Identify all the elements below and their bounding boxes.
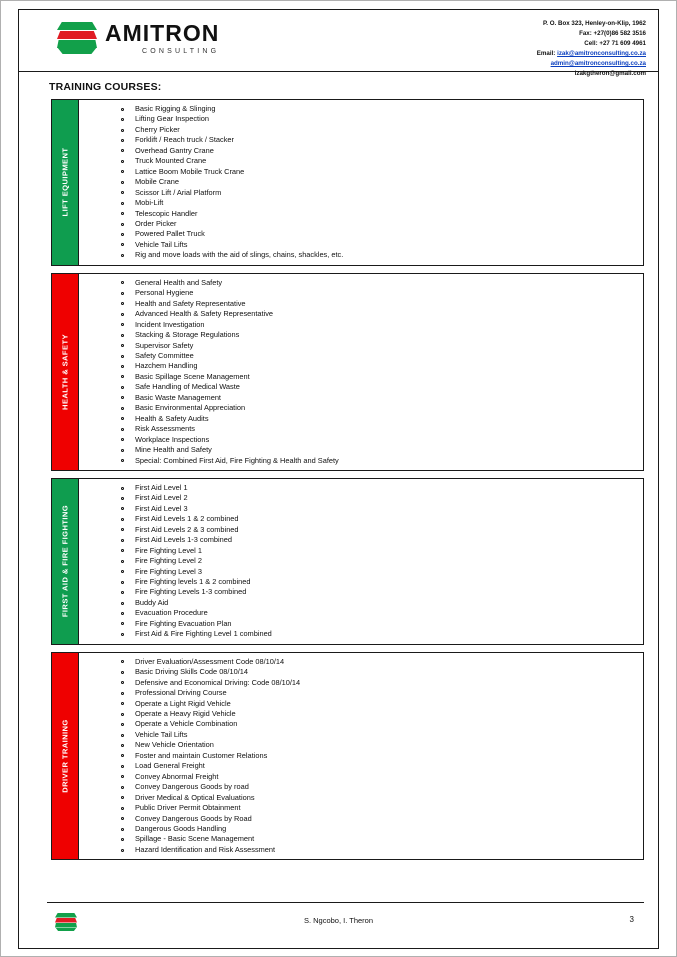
list-item: Fire Fighting Level 1 bbox=[135, 546, 639, 556]
list-item: Convey Dangerous Goods by Road bbox=[135, 814, 639, 824]
list-item: Health & Safety Audits bbox=[135, 414, 639, 424]
list-item: Fire Fighting Evacuation Plan bbox=[135, 619, 639, 629]
list-item: First Aid Levels 2 & 3 combined bbox=[135, 525, 639, 535]
email-label: Email: bbox=[536, 50, 556, 58]
list-item: Vehicle Tail Lifts bbox=[135, 730, 639, 740]
course-list-health-safety bbox=[79, 274, 643, 470]
list-item: Advanced Health & Safety Representative bbox=[135, 309, 639, 319]
list-item: Professional Driving Course bbox=[135, 688, 639, 698]
list-item: Safety Committee bbox=[135, 351, 639, 361]
list-item: Fire Fighting Level 3 bbox=[135, 567, 639, 577]
list-item: Load General Freight bbox=[135, 761, 639, 771]
category-label: DRIVER TRAINING bbox=[60, 719, 70, 793]
list-item: Public Driver Permit Obtainment bbox=[135, 803, 639, 813]
page-footer bbox=[19, 902, 658, 948]
email-link-1[interactable]: izak@amitronconsulting.co.za bbox=[557, 50, 646, 58]
contact-fax: Fax: +27(0)86 582 3516 bbox=[579, 30, 646, 38]
list-item: Basic Spillage Scene Management bbox=[135, 372, 639, 382]
logo-text bbox=[105, 19, 220, 55]
contact-block bbox=[537, 19, 646, 79]
list-item: Overhead Gantry Crane bbox=[135, 146, 639, 156]
list-item: Cherry Picker bbox=[135, 125, 639, 135]
list-item: Mine Health and Safety bbox=[135, 445, 639, 455]
email-link-2[interactable]: admin@amitronconsulting.co.za bbox=[550, 60, 646, 68]
category-label: HEALTH & SAFETY bbox=[60, 333, 70, 410]
category-tab-lift-equipment bbox=[52, 100, 79, 265]
list-item: New Vehicle Orientation bbox=[135, 740, 639, 750]
amitron-logo-icon bbox=[57, 20, 97, 56]
list-item: Hazard Identification and Risk Assessment bbox=[135, 845, 639, 855]
list-item: Driver Evaluation/Assessment Code 08/10/14 bbox=[135, 657, 639, 667]
list-item: Fire Fighting Level 2 bbox=[135, 556, 639, 566]
page-title: TRAINING COURSES: bbox=[49, 81, 162, 93]
course-block-lift-equipment bbox=[51, 99, 644, 266]
list-item: Fire Fighting levels 1 & 2 combined bbox=[135, 577, 639, 587]
list-item: Mobi-Lift bbox=[135, 198, 639, 208]
course-list-driver-training bbox=[79, 653, 643, 860]
page-number: 3 bbox=[629, 915, 634, 924]
category-tab-health-safety bbox=[52, 274, 79, 470]
list-item: Telescopic Handler bbox=[135, 209, 639, 219]
list-item: Operate a Light Rigid Vehicle bbox=[135, 699, 639, 709]
list-item: Supervisor Safety bbox=[135, 341, 639, 351]
list-item: General Health and Safety bbox=[135, 278, 639, 288]
list-item: Driver Medical & Optical Evaluations bbox=[135, 793, 639, 803]
category-label: LIFT EQUIPMENT bbox=[60, 147, 70, 217]
footer-authors: S. Ngcobo, I. Theron bbox=[303, 916, 374, 925]
list-item: Stacking & Storage Regulations bbox=[135, 330, 639, 340]
list-item: Workplace Inspections bbox=[135, 435, 639, 445]
list-item: Forklift / Reach truck / Stacker bbox=[135, 135, 639, 145]
list-item: First Aid Level 1 bbox=[135, 483, 639, 493]
page-header bbox=[19, 10, 658, 78]
course-block-first-aid-fire-fighting bbox=[51, 478, 644, 645]
list-item: Spillage - Basic Scene Management bbox=[135, 834, 639, 844]
list-item: Hazchem Handling bbox=[135, 361, 639, 371]
list-item: Order Picker bbox=[135, 219, 639, 229]
page-border bbox=[18, 9, 659, 949]
contact-cell: Cell: +27 71 609 4961 bbox=[584, 40, 646, 48]
list-item: Safe Handling of Medical Waste bbox=[135, 382, 639, 392]
list-item: Fire Fighting Levels 1-3 combined bbox=[135, 587, 639, 597]
list-item: Basic Environmental Appreciation bbox=[135, 403, 639, 413]
list-item: Personal Hygiene bbox=[135, 288, 639, 298]
category-tab-driver-training bbox=[52, 653, 79, 860]
course-block-driver-training bbox=[51, 652, 644, 861]
contact-address: P. O. Box 323, Henley-on-Klip, 1962 bbox=[542, 20, 646, 27]
course-block-health-safety bbox=[51, 273, 644, 471]
list-item: First Aid Level 3 bbox=[135, 504, 639, 514]
course-blocks bbox=[51, 99, 644, 860]
list-item: Operate a Vehicle Combination bbox=[135, 719, 639, 729]
list-item: First Aid Level 2 bbox=[135, 493, 639, 503]
list-item: Vehicle Tail Lifts bbox=[135, 240, 639, 250]
list-item: Dangerous Goods Handling bbox=[135, 824, 639, 834]
list-item: Lifting Gear Inspection bbox=[135, 114, 639, 124]
list-item: Mobile Crane bbox=[135, 177, 639, 187]
list-item: Rig and move loads with the aid of slings, chains, shackles, etc. bbox=[135, 250, 639, 260]
list-item: Powered Pallet Truck bbox=[135, 229, 639, 239]
contact-email-row-1 bbox=[537, 49, 646, 59]
list-item: First Aid Levels 1-3 combined bbox=[135, 535, 639, 545]
list-item: Truck Mounted Crane bbox=[135, 156, 639, 166]
list-item: Special: Combined First Aid, Fire Fighting & Health and Safety bbox=[135, 456, 639, 466]
course-list-lift-equipment bbox=[79, 100, 643, 265]
list-item: Evacuation Procedure bbox=[135, 608, 639, 618]
category-label: FIRST AID & FIRE FIGHTING bbox=[60, 505, 70, 618]
list-item: Buddy Aid bbox=[135, 598, 639, 608]
footer-divider bbox=[47, 902, 644, 903]
list-item: First Aid Levels 1 & 2 combined bbox=[135, 514, 639, 524]
company-tagline: CONSULTING bbox=[141, 47, 220, 55]
company-name: AMITRON bbox=[105, 19, 220, 46]
list-item: Lattice Boom Mobile Truck Crane bbox=[135, 167, 639, 177]
list-item: Health and Safety Representative bbox=[135, 299, 639, 309]
list-item: Defensive and Economical Driving: Code 08/10/14 bbox=[135, 678, 639, 688]
list-item: Scissor Lift / Arial Platform bbox=[135, 188, 639, 198]
list-item: Foster and maintain Customer Relations bbox=[135, 751, 639, 761]
course-list-first-aid-fire-fighting bbox=[79, 479, 643, 644]
list-item: Basic Waste Management bbox=[135, 393, 639, 403]
list-item: Convey Dangerous Goods by road bbox=[135, 782, 639, 792]
list-item: Basic Rigging & Slinging bbox=[135, 104, 639, 114]
list-item: Basic Driving Skills Code 08/10/14 bbox=[135, 667, 639, 677]
list-item: Risk Assessments bbox=[135, 424, 639, 434]
email-link-3: izakgtheron@gmail.com bbox=[574, 70, 646, 78]
list-item: First Aid & Fire Fighting Level 1 combined bbox=[135, 629, 639, 639]
list-item: Operate a Heavy Rigid Vehicle bbox=[135, 709, 639, 719]
company-logo bbox=[57, 20, 219, 56]
category-tab-first-aid-fire-fighting bbox=[52, 479, 79, 644]
list-item: Convey Abnormal Freight bbox=[135, 772, 639, 782]
list-item: Incident Investigation bbox=[135, 320, 639, 330]
